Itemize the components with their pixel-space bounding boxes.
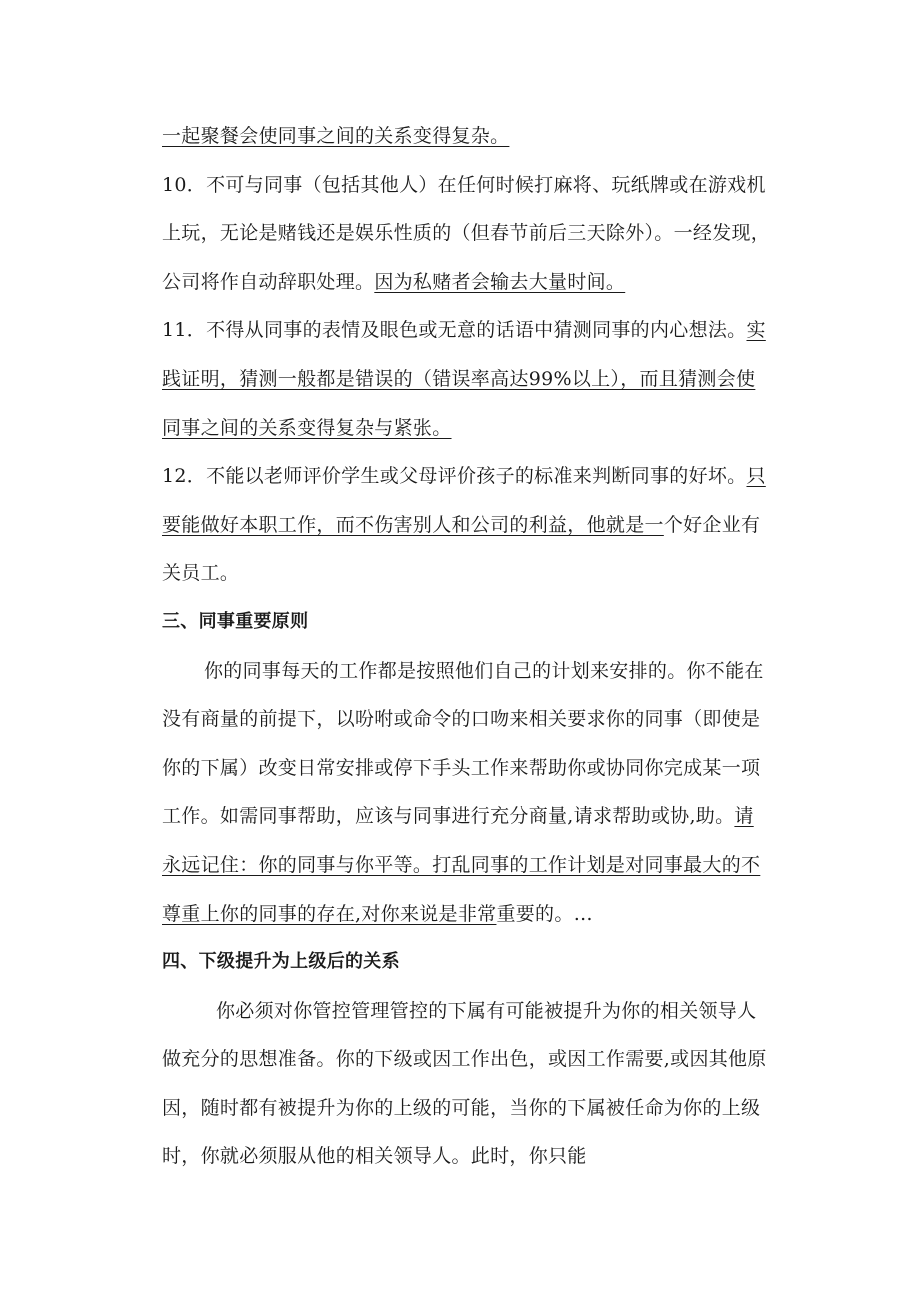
item-12-line-3 [162, 549, 790, 598]
plain-text: 你的同事每天的工作都是按照他们自己的计划来安排的。你不能在 [204, 659, 764, 682]
plain-text: 你必须对你管控管理管控的下属有可能被提升为你的相关领导人 [216, 999, 757, 1022]
underlined-text: 实 [746, 319, 766, 342]
section-4-line-4 [162, 1132, 790, 1181]
plain-text: 重要的。… [496, 902, 593, 925]
item-10-line-2 [162, 209, 790, 258]
plain-text: 做充分的思想准备。你的下级或因工作出色，或因工作需要,或因其他原 [162, 1048, 767, 1071]
section-3-line-3 [162, 744, 790, 793]
section-4-line-3 [162, 1084, 790, 1133]
plain-text: 工作。如需同事帮助，应该与同事进行充分商量,请求帮助或协,助。 [162, 805, 735, 828]
item-10-line-1 [162, 161, 790, 210]
plain-text: 时，你就必须服从他的相关领导人。此时，你只能 [162, 1145, 587, 1168]
section-3-line-5 [162, 841, 790, 890]
section-heading-3: 三、同事重要原则 [162, 610, 309, 632]
underlined-text: 永远记住：你的同事与你平等。打乱同事的工作计划是对同事最大的不 [162, 853, 761, 876]
item-11-line-1 [162, 306, 790, 355]
plain-text: 上玩，无论是赌钱还是娱乐性质的（但春节前后三天除外）。一经发现， [162, 222, 771, 245]
document-page [162, 112, 790, 1181]
plain-text: 关员工。 [162, 562, 240, 585]
section-heading-4: 四、下级提升为上级后的关系 [162, 951, 400, 973]
plain-text: 没有商量的前提下，以吩咐或命令的口吻来相关要求你的同事（即使是 [162, 708, 761, 731]
plain-text: 11．不得从同事的表情及眼色或无意的话语中猜测同事的内心想法。 [162, 319, 747, 342]
item-11-line-2 [162, 355, 790, 404]
plain-text: 公司将作自动辞职处理。 [162, 270, 375, 293]
underlined-text: 只 [746, 465, 766, 488]
underlined-text: 一起聚餐会使同事之间的关系变得复杂。 [162, 125, 510, 147]
underlined-text: 因为私赌者会输去大量时间。 [374, 270, 626, 293]
section-3-line-2 [162, 695, 790, 744]
section-4-line-2 [162, 1035, 790, 1084]
plain-text: 因，随时都有被提升为你的上级的可能，当你的下属被任命为你的上级 [162, 1096, 761, 1119]
underlined-text: 请 [734, 805, 754, 828]
section-3-line-6 [162, 890, 790, 939]
plain-text: 10．不可与同事（包括其他人）在任何时候打麻将、玩纸牌或在游戏机 [162, 173, 766, 196]
section-4-line-1 [162, 987, 790, 1036]
plain-text: 个好企业有 [663, 513, 761, 536]
underlined-text: 要能做好本职工作，而不伤害别人和公司的利益，他就是一 [162, 513, 664, 536]
item-11-line-3 [162, 404, 790, 453]
section-3-line-1 [162, 647, 790, 696]
plain-text: 你的下属）改变日常安排或停下手头工作来帮助你或协同你完成某一项 [162, 756, 761, 779]
plain-text: 12．不能以老师评价学生或父母评价孩子的标准来判断同事的好坏。 [162, 465, 747, 488]
item-12-line-2 [162, 501, 790, 550]
item-10-line-3 [162, 258, 790, 307]
underlined-text: 同事之间的关系变得复杂与紧张。 [162, 416, 452, 439]
underlined-text: 尊重上你的同事的存在,对你来说是非常 [162, 902, 497, 925]
item-12-line-1 [162, 452, 790, 501]
text-line [162, 112, 790, 161]
section-3-line-4 [162, 792, 790, 841]
underlined-text: 践证明，猜测一般都是错误的（错误率高达99%以上），而且猜测会使 [162, 367, 756, 390]
